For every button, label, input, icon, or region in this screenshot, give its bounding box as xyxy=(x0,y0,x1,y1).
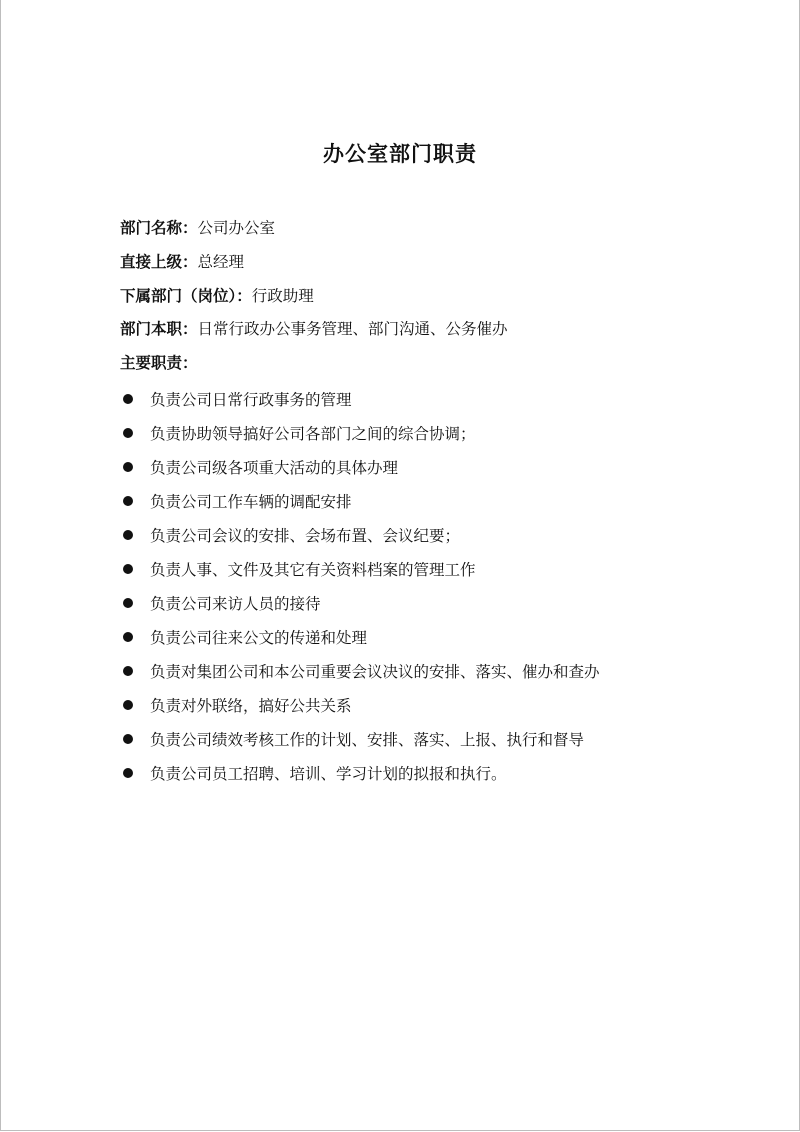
list-item xyxy=(120,688,600,722)
field-subordinate-departments xyxy=(120,284,314,306)
list-item xyxy=(120,484,600,518)
field-label: 部门本职： xyxy=(120,319,198,338)
list-item xyxy=(120,586,600,620)
duty-text: 负责协助领导搞好公司各部门之间的综合协调； xyxy=(150,425,476,443)
duties-label: 主要职责： xyxy=(120,353,198,372)
duty-text: 负责公司绩效考核工作的计划、安排、落实、上报、执行和督导 xyxy=(150,731,585,749)
bullet-icon xyxy=(123,666,133,676)
duty-text: 负责公司往来公文的传递和处理 xyxy=(150,629,368,647)
field-department-role xyxy=(120,317,508,339)
bullet-icon xyxy=(123,530,133,540)
field-value: 总经理 xyxy=(197,253,245,271)
list-item xyxy=(120,654,600,688)
duty-text: 负责对集团公司和本公司重要会议决议的安排、落实、催办和查办 xyxy=(150,663,600,681)
bullet-icon xyxy=(123,428,133,438)
bullet-icon xyxy=(123,564,133,574)
list-item xyxy=(120,722,600,756)
list-item xyxy=(120,416,600,450)
field-direct-superior xyxy=(120,250,244,272)
bullet-icon xyxy=(123,394,133,404)
list-item xyxy=(120,382,600,416)
duty-text: 负责公司来访人员的接待 xyxy=(150,595,321,613)
bullet-icon xyxy=(123,700,133,710)
duty-text: 负责对外联络，搞好公共关系 xyxy=(150,697,352,715)
bullet-icon xyxy=(123,462,133,472)
bullet-icon xyxy=(123,496,133,506)
field-label: 下属部门（岗位）： xyxy=(120,286,252,305)
duty-text: 负责公司日常行政事务的管理 xyxy=(150,391,352,409)
field-value: 公司办公室 xyxy=(197,219,276,237)
field-value: 行政助理 xyxy=(251,287,314,305)
list-item xyxy=(120,620,600,654)
duty-text: 负责公司员工招聘、培训、学习计划的拟报和执行。 xyxy=(150,765,507,783)
list-item xyxy=(120,552,600,586)
duty-text: 负责人事、文件及其它有关资料档案的管理工作 xyxy=(150,561,476,579)
duties-heading xyxy=(120,351,198,373)
bullet-icon xyxy=(123,768,133,778)
field-value: 日常行政办公事务管理、部门沟通、公务催办 xyxy=(197,320,508,338)
duty-text: 负责公司工作车辆的调配安排 xyxy=(150,493,352,511)
list-item xyxy=(120,518,600,552)
bullet-icon xyxy=(123,734,133,744)
field-department-name xyxy=(120,216,275,238)
bullet-icon xyxy=(123,598,133,608)
document-title: 办公室部门职责 xyxy=(323,141,477,166)
list-item xyxy=(120,450,600,484)
duty-text: 负责公司会议的安排、会场布置、会议纪要； xyxy=(150,527,461,545)
field-label: 直接上级： xyxy=(120,252,198,271)
duty-text: 负责公司级各项重大活动的具体办理 xyxy=(150,459,399,477)
field-label: 部门名称： xyxy=(120,218,198,237)
list-item xyxy=(120,756,600,790)
duties-list xyxy=(120,382,600,790)
bullet-icon xyxy=(123,632,133,642)
